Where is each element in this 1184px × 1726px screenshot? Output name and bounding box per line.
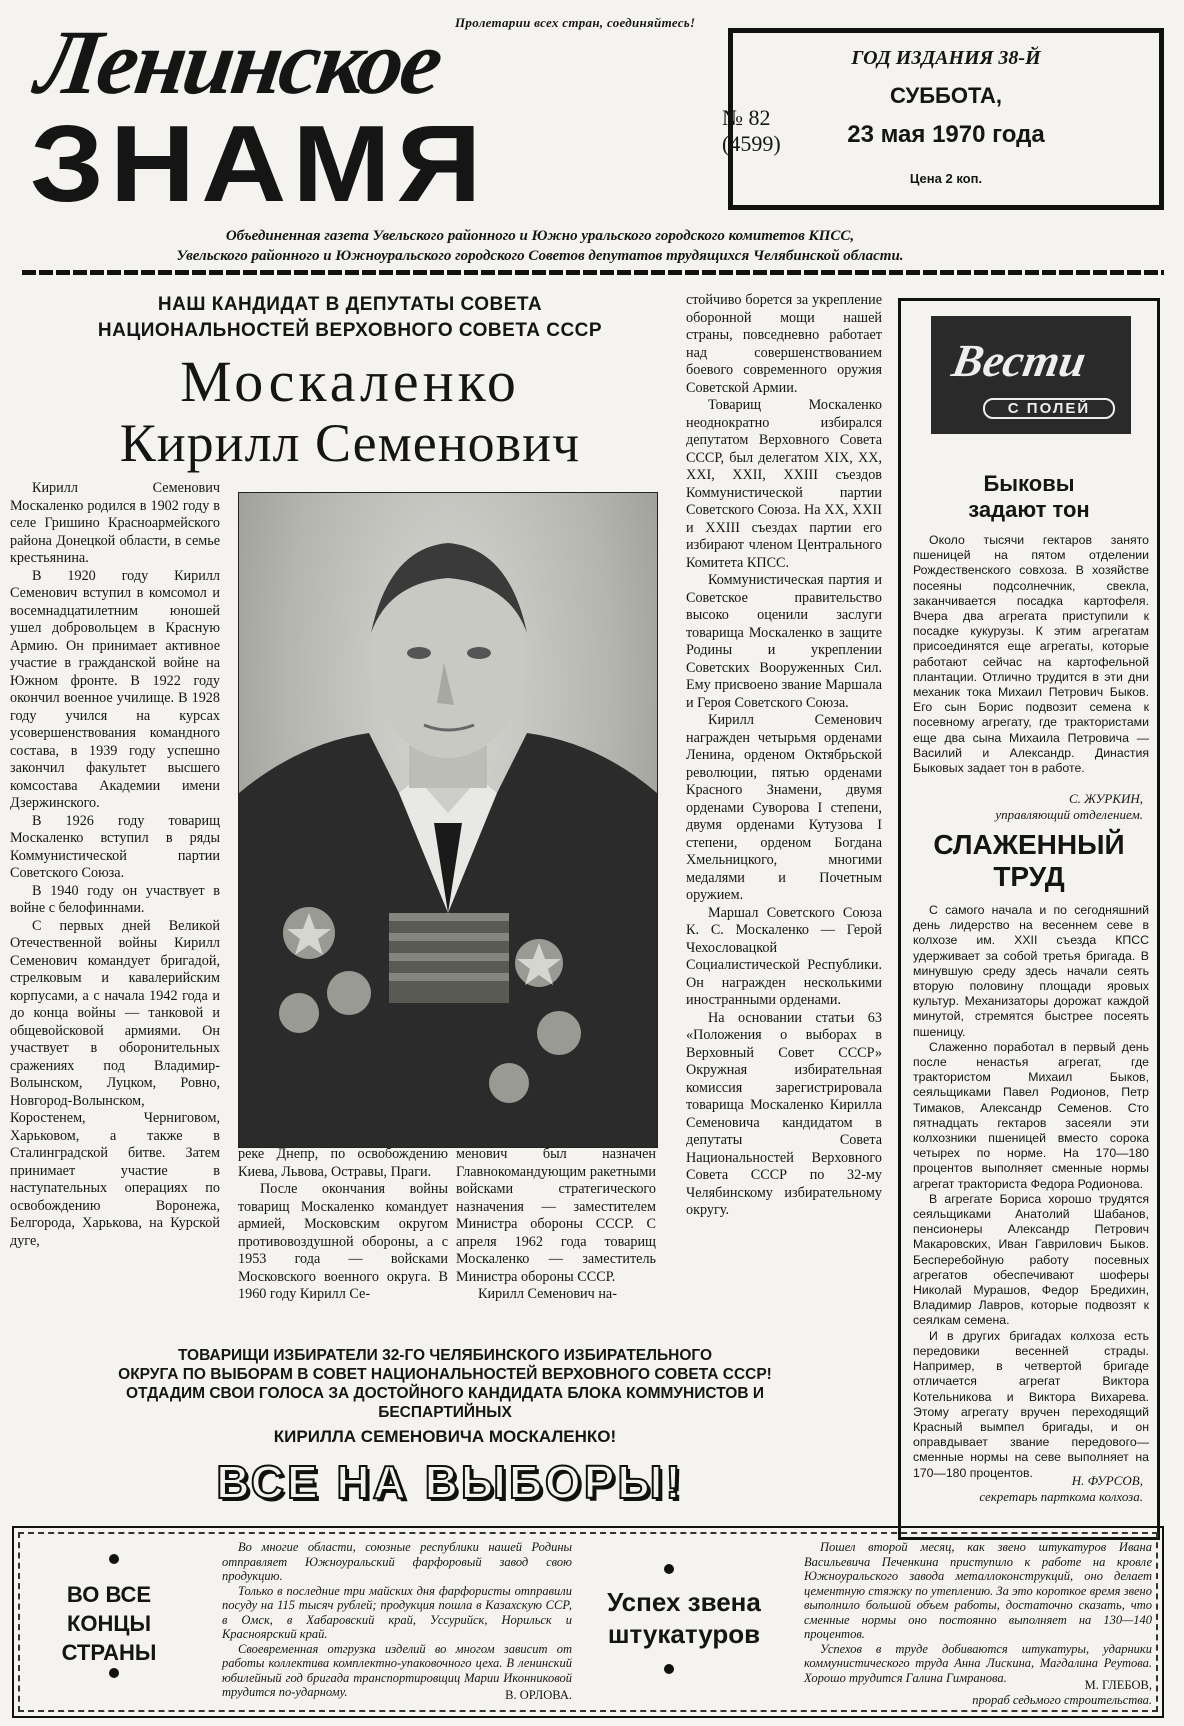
lead-column-3 <box>456 1146 656 1304</box>
lead-paragraph: В 1926 году товарищ Москаленко вступил в ряды Коммунистической партии Советского Союза. <box>10 812 220 881</box>
appeal-line2: ОКРУГА ПО ВЫБОРАМ В СОВЕТ НАЦИОНАЛЬНОСТЕЙ ВЕРХОВНОГО СОВЕТА СССР! <box>118 1366 772 1383</box>
right-story-signature <box>914 1678 1152 1707</box>
story2-author: Н. ФУРСОВ, <box>1071 1473 1143 1488</box>
left-story-author: В. ОРЛОВА. <box>505 1688 572 1702</box>
right-story-role: прораб седьмого строительства. <box>972 1692 1152 1707</box>
left-headline-line1: ВО ВСЕ <box>66 1582 152 1607</box>
story2-signature <box>979 1473 1143 1505</box>
story1-author: С. ЖУРКИН, <box>1069 791 1143 806</box>
story2-role: секретарь парткома колхоза. <box>979 1489 1143 1504</box>
candidate-portrait <box>238 492 658 1148</box>
field-news-box <box>898 298 1160 1540</box>
left-story-paragraph: Своевременная отгрузка изделий во многом зависит от работы коллектива комплектно-упаковочного цеха. В ленинский юбилейный год бригада транспортировщиц Марии Иконниковой трудится по-ударному. <box>222 1641 572 1699</box>
story2-paragraph: И в других бригадах колхоза есть передовики весенней страды. Например, в четвертой бригаде отличается агрегат Виктора Котельникова и Виктора Вихарева. Этому агрегату вручен переходящий Красный вымпел бригады, и он оправдывает звание передового—сменные нормы на севе выполняет на 170—180 процентов. <box>913 1328 1149 1480</box>
right-headline-line1: Успех звена <box>607 1587 761 1617</box>
story1-text <box>913 533 1149 776</box>
appeal-line4: БЕСПАРТИЙНЫХ <box>378 1404 512 1421</box>
left-story-text <box>222 1540 572 1700</box>
masthead-motto: Пролетарии всех стран, соединяйтесь! <box>455 15 696 30</box>
candidate-surname: Москаленко <box>180 349 520 414</box>
story1-paragraph: Около тысячи гектаров занято пшеницей на пятом отделении Рождественского совхоза. В хозяйстве посеяны подсолнечник, свекла, заканчивается посадка картофеля. Вчера два агрегата приступили к посадке кукурузы. К этим агрегатам присоединятся еще агрегаты, которые работают сейчас на картофельной плантации. Отлично трудится в эти дни механик тока Михаил Петрович Быков. Его сын Борис подвозит семена к посевному агрегату, где трактористами еще два сына Михаила Петровича — Василий и Александр. Династия Быковых задает тон в работе. <box>913 533 1149 776</box>
masthead-info-box <box>728 28 1164 210</box>
story1-headline-line2: задают тон <box>968 497 1090 522</box>
bullet-dot <box>109 1554 119 1564</box>
right-story-author: М. ГЛЕБОВ, <box>1084 1678 1152 1692</box>
lead-paragraph: Товарищ Москаленко неоднократно избирался депутатом Верховного Совета СССР, был делегатом XIX, XX, XXI, XXII, XXIII съездов Коммунистической партии Советского Союза. На XX, XXII и XXIII съездах партии его избирают членом Центрального Комитета КПСС. <box>686 397 882 571</box>
lead-paragraph: Маршал Советского Союза К. С. Москаленко — Герой Чехословацкой Социалистической Республики. Он награжден несколькими иностранными орденами. <box>686 904 882 1008</box>
lead-paragraph: Коммунистическая партия и Советское правительство высоко оценили заслуги товарища Москаленко в защите Родины и укреплении Советских Вооруженных Сил. Ему присвоено звание Маршала и Героя Советского Союза. <box>686 572 882 711</box>
story2-headline-line1: СЛАЖЕННЫЙ <box>933 829 1125 860</box>
publication-year: ГОД ИЗДАНИЯ 38-Й <box>851 47 1041 69</box>
portrait-illustration <box>239 493 657 1147</box>
subtitle-line2: Увельского районного и Южноуральского городского Советов депутатов трудящихся Челябинской области. <box>176 248 904 264</box>
right-story-text <box>804 1540 1152 1685</box>
masthead-rule <box>22 270 1164 275</box>
election-appeal <box>40 1346 850 1422</box>
bottom-news-strip <box>12 1526 1164 1718</box>
left-headline-line2: КОНЦЫ <box>66 1611 152 1636</box>
story2-paragraph: Слаженно поработал в первый день после ненастья агрегат, где трактористом Михаил Быков, сеяльщиками Павел Родионов, Петр Тимаков, Александр Семенов. Сто пятнадцать гектаров засеяли эти колхозники пшеницей вместо сорока четырех по норме. На 170—180 процентов выполняет сменные нормы агрегат тракториста Федора Родионова. <box>913 1039 1149 1191</box>
lead-column-2 <box>238 1146 448 1304</box>
lead-paragraph: На основании статьи 63 «Положения о выборах в Верховный Совет СССР» Окружная избирательная комиссия зарегистрировала товарища Москаленко Кирилла Семеновича кандидатом в депутаты Совета Национальностей Верховного Совета СССР по 32-му Челябинскому избирательному округу. <box>686 1009 882 1218</box>
story1-headline-line1: Быковы <box>983 471 1075 496</box>
appeal-line3: ОТДАДИМ СВОИ ГОЛОСА ЗА ДОСТОЙНОГО КАНДИДАТА БЛОКА КОММУНИСТОВ И <box>126 1385 764 1402</box>
left-story-paragraph: Только в последние три майских дня фарфористы отправили посуду на 115 тысяч рублей; продукция пошла в Казахскую ССР, в Омск, в Хабаровский край, Уссурийск, Норильск и Красноярский край. <box>222 1583 572 1641</box>
bullet-dot <box>664 1564 674 1574</box>
bullet-dot <box>109 1668 119 1678</box>
issue-number: № 82 <box>722 105 771 130</box>
right-story-headline <box>584 1586 784 1650</box>
kicker-line1: НАШ КАНДИДАТ В ДЕПУТАТЫ СОВЕТА <box>157 294 543 315</box>
field-news-banner <box>931 316 1131 434</box>
lead-paragraph: В 1920 году Кирилл Семенович вступил в комсомол и восемнадцатилетним юношей ушел добровольцем в Красную Армию. Он принимает активное участие в гражданской войне на Южном фронте. В 1922 году окончил военное училище. В 1928 году учился на курсах усовершенствования командного состава, в 1939 году успешно закончил факультет высшего комсостава Академии имени Дзержинского. <box>10 567 220 811</box>
masthead-subtitle <box>80 226 1000 266</box>
right-story-paragraph: Успехов в труде добиваются штукатуры, ударники коммунистического труда Анна Лискина, Магдалина Реутова. Хорошо трудится Галина Гимранова. <box>804 1641 1152 1685</box>
lead-column-4 <box>686 292 882 1220</box>
left-story-paragraph: Во многие области, союзные республики нашей Родины отправляет Южноуральский фарфоровый завод свою продукцию. <box>222 1540 572 1583</box>
story2-headline-line2: ТРУД <box>993 861 1065 892</box>
lead-paragraph: После окончания войны товарищ Москаленко командует армией, Московским округом противовоздушной обороны, а с 1953 года — войсками Московского военного округа. В 1960 году Кирилл Се- <box>238 1181 448 1302</box>
lead-paragraph: стойчиво борется за укрепление оборонной мощи нашей страны, повседневно работает над совершенствованием боевого современного оружия Советской Армии. <box>686 292 882 396</box>
right-story-paragraph: Пошел второй месяц, как звено штукатуров Ивана Васильевича Печенкина приступило к работе на кровле Южноуральского завода металлоконструкций, оно делает цементную стяжку по утеплению. За это короткое время звено выполнило большой объем работы, достаточно сказать, что сменные нормы оно постоянно выполняет на 130—140 процентов. <box>804 1540 1152 1641</box>
left-headline-line3: СТРАНЫ <box>61 1640 157 1665</box>
story1-headline <box>901 471 1157 523</box>
masthead-title-line2: ЗНАМЯ <box>30 103 488 225</box>
story1-role: управляющий отделением. <box>995 807 1143 822</box>
issue-total: (4599) <box>722 131 781 156</box>
lead-paragraph: В 1940 году он участвует в войне с белофиннами. <box>10 882 220 916</box>
lead-paragraph: Кирилл Семенович на- <box>478 1286 617 1302</box>
lead-paragraph: С первых дней Великой Отечественной войны Кирилл Семенович командует бригадой, стрелковым и кавалерийским корпусами, а с начала 1942 года и до конца войны — танковой и общевойсковой армиями. Он участвует в оборонительных сражениях под Владимир-Волынском, Луцком, Ровно, Новгород-Волынском, Коростенем, Черниговом, Харьковом, а также в Сталинградской битве. Затем принимает участие в наступательных операциях по освобождению Воронежа, Белгорода, Харькова, на Курской дуге, <box>10 917 220 1249</box>
left-story-headline <box>34 1580 184 1667</box>
story2-paragraph: В агрегате Бориса хорошо трудятся сеяльщиками Анатолий Шабанов, пенсионеры Александр Петрович Макаровских, Иван Гаврилович Быков. Бесперебойную работу посевных агрегатов обеспечивают шоферы Николай Мурашов, Федор Бредихин, Владимир Лавров, которые подвозят к сеялкам семена. <box>913 1191 1149 1328</box>
story1-signature <box>995 791 1143 823</box>
appeal-candidate-name: КИРИЛЛА СЕМЕНОВИЧА МОСКАЛЕНКО! <box>273 1427 617 1446</box>
issue-date: 23 мая 1970 года <box>847 121 1045 148</box>
story2-text <box>913 903 1149 1481</box>
election-slogan: ВСЕ НА ВЫБОРЫ! <box>216 1456 684 1508</box>
lead-kicker <box>60 292 640 344</box>
lead-column-1 <box>10 480 220 1250</box>
banner-subtitle: С ПОЛЕЙ <box>983 398 1115 419</box>
weekday: СУББОТА, <box>889 83 1003 108</box>
lead-paragraph: реке Днепр, по освобождению Киева, Львова, Остравы, Праги. <box>238 1146 448 1180</box>
appeal-line1: ТОВАРИЩИ ИЗБИРАТЕЛИ 32-ГО ЧЕЛЯБИНСКОГО ИЗБИРАТЕЛЬНОГО <box>177 1347 713 1364</box>
story2-paragraph: С самого начала и по сегодняшний день лидерство на весеннем севе в колхозе им. XXII съезда КПСС удерживает за собой третья бригада. В минувшую среду здесь начали сеять вторую половину площади яровых культур. Механизаторы дорожат каждой минутой, стремятся быстрее посеять пшеницу. <box>913 903 1149 1039</box>
story2-headline <box>901 829 1157 893</box>
lead-paragraph: Кирилл Семенович награжден четырьмя орденами Ленина, орденом Октябрьской революции, пятью орденами Красного Знамени, двумя орденами Суворова I степени, двумя орденами Кутузова I степени, орденом Богдана Хмельницкого, многими медалями и Почетным оружием. <box>686 712 882 903</box>
kicker-line2: НАЦИОНАЛЬНОСТЕЙ ВЕРХОВНОГО СОВЕТА СССР <box>97 320 603 341</box>
right-headline-line2: штукатуров <box>607 1619 761 1649</box>
bullet-dot <box>664 1664 674 1674</box>
banner-title: Вести <box>948 335 1090 386</box>
price: Цена 2 коп. <box>909 171 983 186</box>
masthead-title-line1: Ленинское <box>30 11 447 113</box>
subtitle-line1: Объединенная газета Увельского районного и Южно уральского городского комитетов КПСС, <box>225 228 855 244</box>
lead-paragraph: менович был назначен Главнокомандующим ракетными войсками стратегического назначения — заместителем Министра обороны СССР. С апреля 1962 года товарищ Москаленко — заместитель Министра обороны СССР. <box>456 1146 656 1285</box>
candidate-given-names: Кирилл Семенович <box>119 413 581 473</box>
lead-paragraph: Кирилл Семенович Москаленко родился в 1902 году в селе Гришино Красноармейского района Донецкой области, в семье крестьянина. <box>10 480 220 566</box>
